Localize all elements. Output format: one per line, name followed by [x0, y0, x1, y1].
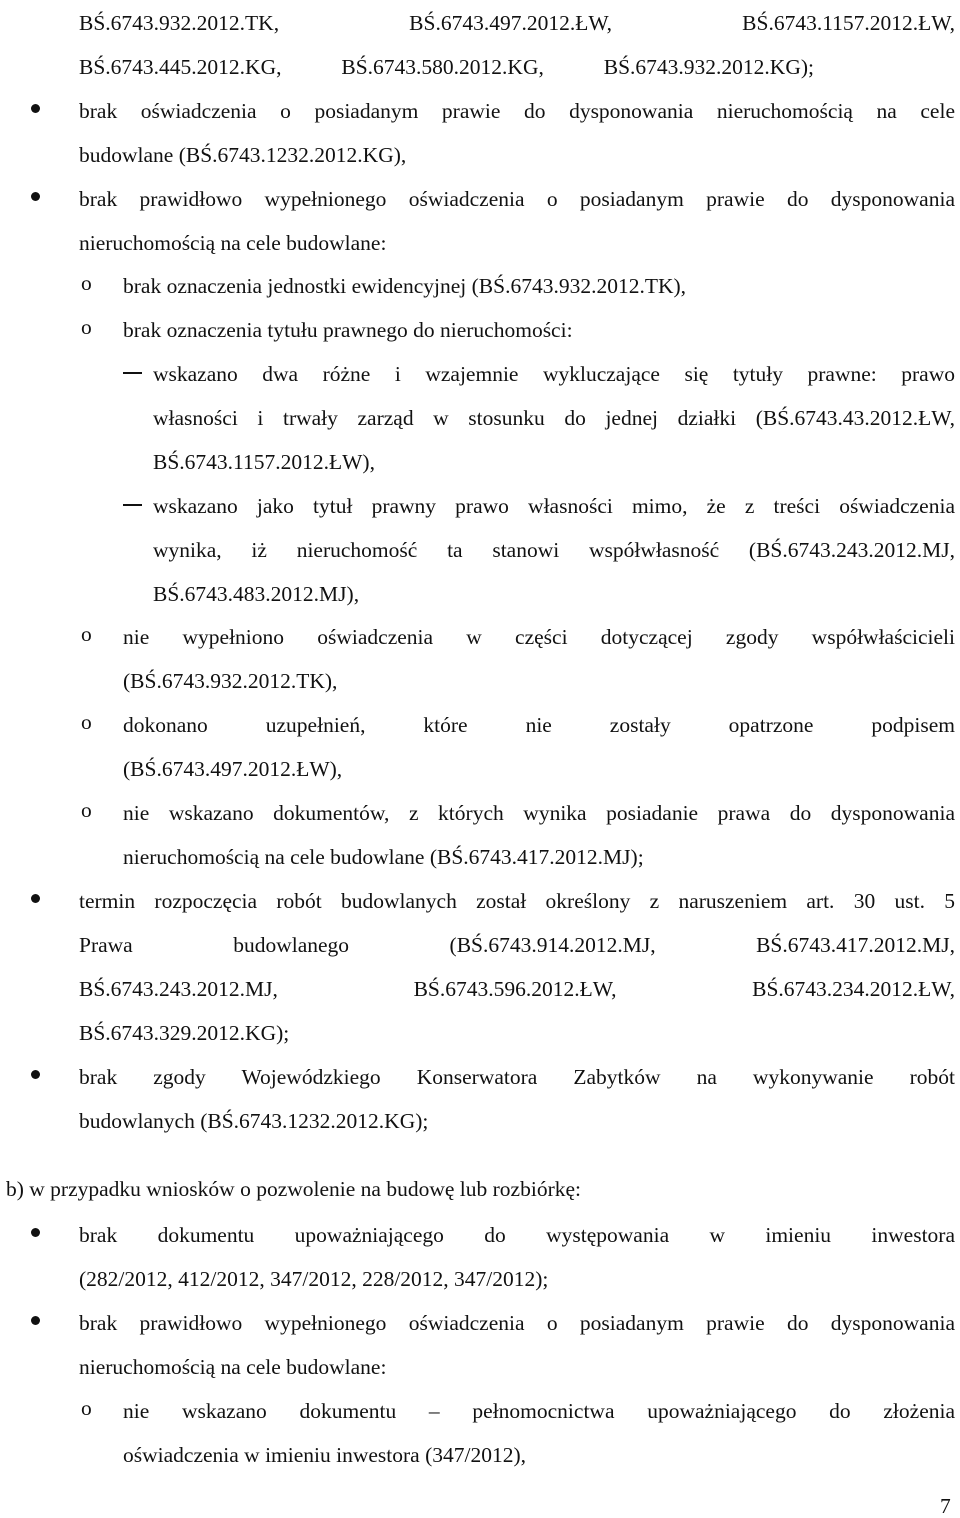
list-item-text: nieruchomością na cele budowlane: [79, 1355, 387, 1379]
sub-item-text: oświadczenia w imieniu inwestora (347/2012), [123, 1443, 527, 1467]
dash-item-text: BŚ.6743.1157.2012.ŁW), [153, 450, 375, 474]
sub-item-text: nie wskazano dokumentów, z których wynika posiadanie prawa do dysponowania [123, 801, 955, 825]
sub-bullet-icon: o [81, 1396, 92, 1420]
reference-line: BŚ.6743.445.2012.KG, BŚ.6743.580.2012.KG, BŚ.6743.932.2012.KG); [79, 55, 814, 79]
list-item-text: (282/2012, 412/2012, 347/2012, 228/2012, 347/2012); [79, 1267, 549, 1291]
bullet-icon [31, 104, 40, 113]
list-item-text: brak prawidłowo wypełnionego oświadczenia o posiadanym prawie do dysponowania [79, 1311, 955, 1335]
dash-item-text: BŚ.6743.483.2012.MJ), [153, 582, 360, 606]
sub-item-text: brak oznaczenia tytułu prawnego do nieruchomości: [123, 318, 573, 342]
list-item-text: nieruchomością na cele budowlane: [79, 231, 387, 255]
dash-item-text: własności i trwały zarząd w stosunku do jednej działki (BŚ.6743.43.2012.ŁW, [153, 406, 955, 430]
list-item-text: termin rozpoczęcia robót budowlanych został określony z naruszeniem art. 30 ust. 5 [79, 889, 955, 913]
dash-icon [123, 372, 142, 374]
list-item-text: budowlanych (BŚ.6743.1232.2012.KG); [79, 1109, 429, 1133]
sub-bullet-icon: o [81, 710, 92, 734]
sub-item-text: nie wskazano dokumentu – pełnomocnictwa upoważniającego do złożenia [123, 1399, 955, 1423]
bullet-icon [31, 1070, 40, 1079]
sub-item-text: dokonano uzupełnień, które nie zostały opatrzone podpisem [123, 713, 955, 737]
sub-bullet-icon: o [81, 798, 92, 822]
bullet-icon [31, 894, 40, 903]
sub-item-text: (BŚ.6743.497.2012.ŁW), [123, 757, 343, 781]
bullet-icon [31, 1316, 40, 1325]
list-item-text: BŚ.6743.243.2012.MJ, BŚ.6743.596.2012.ŁW, BŚ.6743.234.2012.ŁW, [79, 977, 955, 1001]
sub-item-text: (BŚ.6743.932.2012.TK), [123, 669, 338, 693]
dash-item-text: wynika, iż nieruchomość ta stanowi współwłasność (BŚ.6743.243.2012.MJ, [153, 538, 955, 562]
list-item-text: BŚ.6743.329.2012.KG); [79, 1021, 290, 1045]
dash-item-text: wskazano dwa różne i wzajemnie wykluczające się tytuły prawne: prawo [153, 362, 955, 386]
dash-item-text: wskazano jako tytuł prawny prawo własności mimo, że z treści oświadczenia [153, 494, 955, 518]
list-item-text: budowlane (BŚ.6743.1232.2012.KG), [79, 143, 407, 167]
bullet-icon [31, 192, 40, 201]
list-item-text: brak dokumentu upoważniającego do występowania w imieniu inwestora [79, 1223, 955, 1247]
list-item-text: brak zgody Wojewódzkiego Konserwatora Zabytków na wykonywanie robót [79, 1065, 955, 1089]
reference-line: BŚ.6743.932.2012.TK, BŚ.6743.497.2012.ŁW, BŚ.6743.1157.2012.ŁW, [79, 11, 955, 35]
page-number: 7 [940, 1494, 951, 1518]
sub-item-text: nieruchomością na cele budowlane (BŚ.6743.417.2012.MJ); [123, 845, 644, 869]
list-item-text: brak prawidłowo wypełnionego oświadczenia o posiadanym prawie do dysponowania [79, 187, 955, 211]
sub-bullet-icon: o [81, 622, 92, 646]
section-b-heading: b) w przypadku wniosków o pozwolenie na budowę lub rozbiórkę: [6, 1177, 581, 1201]
list-item-text: Prawa budowlanego (BŚ.6743.914.2012.MJ, BŚ.6743.417.2012.MJ, [79, 933, 955, 957]
sub-item-text: brak oznaczenia jednostki ewidencyjnej (BŚ.6743.932.2012.TK), [123, 274, 687, 298]
sub-item-text: nie wypełniono oświadczenia w części dotyczącej zgody współwłaścicieli [123, 625, 955, 649]
list-item-text: brak oświadczenia o posiadanym prawie do dysponowania nieruchomością na cele [79, 99, 955, 123]
bullet-icon [31, 1228, 40, 1237]
sub-bullet-icon: o [81, 271, 92, 295]
sub-bullet-icon: o [81, 315, 92, 339]
dash-icon [123, 504, 142, 506]
